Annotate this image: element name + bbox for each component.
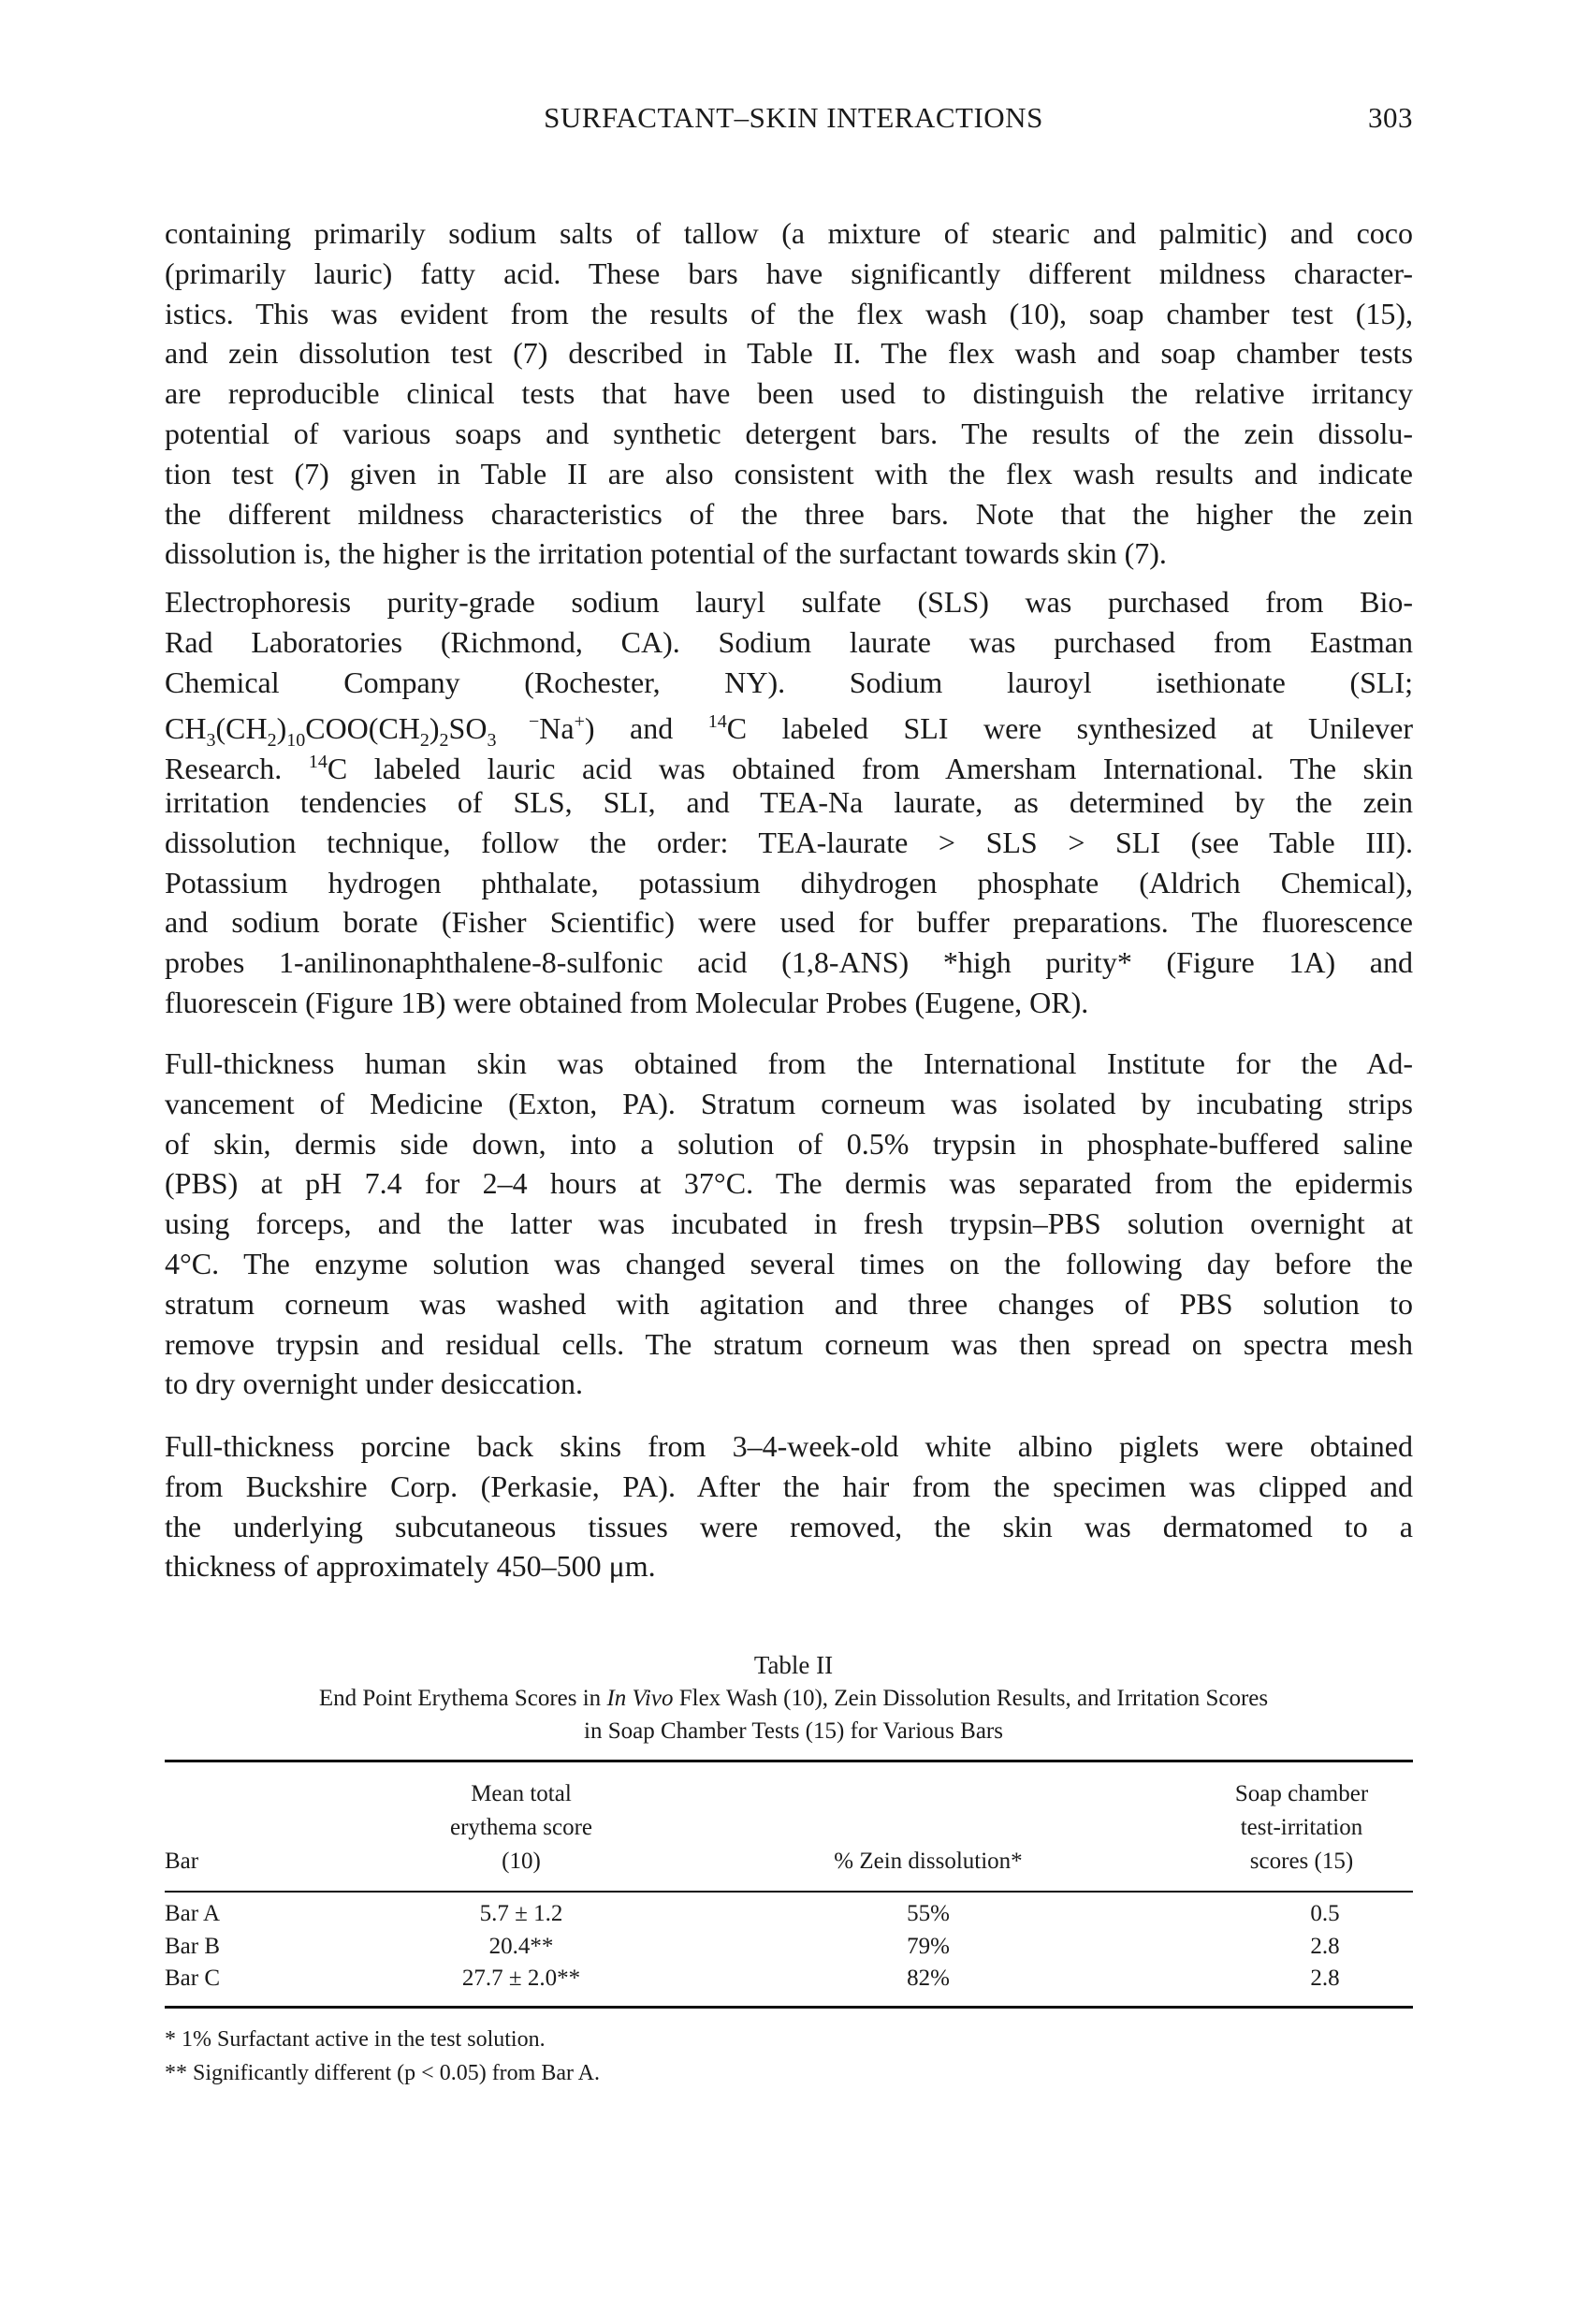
table-cell-soap: 0.5 (1310, 1901, 1340, 1926)
table-label: Table II (753, 1651, 834, 1679)
table-caption-line2: in Soap Chamber Tests (15) for Various Bars (584, 1718, 1003, 1744)
text-line: Chemical Company (Rochester, NY). Sodium lauroyl isethionate (SLI; (165, 665, 1413, 699)
table-cell-bar: Bar A (165, 1901, 221, 1926)
text-line: the different mildness characteristics of the three bars. Note that the higher the zein (165, 496, 1413, 531)
header-soap (1185, 1780, 1419, 1876)
table-cell-mean: 27.7 ± 2.0** (461, 1966, 581, 1991)
text-line: and sodium borate (Fisher Scientific) were used for buffer preparations. The fluorescence (165, 905, 1413, 940)
table-cell-mean: 5.7 ± 1.2 (479, 1901, 563, 1926)
text-line: (primarily lauric) fatty acid. These bars have significantly different mildness character- (165, 256, 1413, 290)
footnote: * 1% Surfactant active in the test solution. (165, 2027, 546, 2052)
text-line: fluorescein (Figure 1B) were obtained from Molecular Probes (Eugene, OR). (165, 985, 1089, 1019)
table-header-rule (165, 1891, 1413, 1893)
text-line: irritation tendencies of SLS, SLI, and TEA-Na laurate, as determined by the zein (165, 784, 1413, 819)
header-soap-line: Soap chamber (1234, 1781, 1369, 1806)
header-soap-line: scores (15) (1249, 1849, 1354, 1874)
text-line: using forceps, and the latter was incubated in fresh trypsin–PBS solution overnight at (165, 1206, 1413, 1241)
header-bar: Bar (165, 1849, 199, 1874)
text-line: dissolution is, the higher is the irritation potential of the surfactant towards skin (7). (165, 536, 1167, 571)
text-line (165, 702, 1414, 752)
text-line: dissolution technique, follow the order: TEA-laurate > SLS > SLI (see Table III). (165, 825, 1413, 859)
text-line: istics. This was evident from the results of the flex wash (10), soap chamber test (15), (165, 296, 1413, 330)
text-line: of skin, dermis side down, into a solution of 0.5% trypsin in phosphate-buffered saline (165, 1126, 1413, 1161)
caption-part: End Point Erythema Scores in (318, 1686, 607, 1711)
text-line: remove trypsin and residual cells. The stratum corneum was then spread on spectra mesh (165, 1326, 1413, 1361)
text-segment: CH (165, 711, 207, 746)
text-line: (PBS) at pH 7.4 for 2–4 hours at 37°C. The dermis was separated from the epidermis (165, 1166, 1413, 1201)
text-segment: Research. (165, 752, 309, 786)
text-line: potential of various soaps and synthetic detergent bars. The results of the zein dissolu- (165, 416, 1413, 450)
text-segment: SO (448, 711, 488, 746)
text-line: from Buckshire Corp. (Perkasie, PA). After the hair from the specimen was clipped and (165, 1469, 1413, 1503)
text-line: Rad Laboratories (Richmond, CA). Sodium laurate was purchased from Eastman (165, 624, 1413, 659)
text-line: Potassium hydrogen phthalate, potassium dihydrogen phosphate (Aldrich Chemical), (165, 865, 1413, 899)
table-cell-zein: 82% (907, 1966, 950, 1991)
page-number: 303 (1368, 101, 1413, 134)
text-segment: COO(CH (305, 711, 420, 746)
text-line (165, 742, 1414, 786)
subscript: 10 (286, 730, 306, 752)
text-line: to dry overnight under desiccation. (165, 1367, 583, 1401)
table-cell-zein: 55% (907, 1901, 950, 1926)
table-caption (0, 1685, 1587, 1713)
supscript: 14 (308, 752, 328, 773)
header-zein: % Zein dissolution* (834, 1849, 1023, 1874)
text-line: Electrophoresis purity-grade sodium lauryl sulfate (SLS) was purchased from Bio- (165, 585, 1413, 619)
paragraph (165, 582, 1413, 1023)
text-line: 4°C. The enzyme solution was changed several times on the following day before the (165, 1246, 1413, 1280)
table-bottom-rule (165, 2006, 1413, 2009)
table-cell-soap: 2.8 (1310, 1934, 1340, 1959)
text-line: the underlying subcutaneous tissues were removed, the skin was dermatomed to a (165, 1509, 1413, 1543)
running-head: SURFACTANT–SKIN INTERACTIONS (544, 101, 1043, 134)
text-line: containing primarily sodium salts of tallow (a mixture of stearic and palmitic) and coco (165, 216, 1413, 250)
paragraph (165, 1426, 1413, 1586)
text-segment: ) and (584, 711, 708, 746)
subscript: 3 (206, 730, 216, 752)
supscript: − (496, 711, 540, 733)
paragraph (165, 213, 1413, 574)
text-line: stratum corneum was washed with agitation and three changes of PBS solution to (165, 1286, 1413, 1321)
text-line: probes 1-anilinonaphthalene-8-sulfonic acid (1,8-ANS) *high purity* (Figure 1A) and (165, 945, 1413, 980)
supscript: + (574, 711, 585, 733)
text-segment: C labeled lauric acid was obtained from Amersham International. The skin (327, 752, 1414, 786)
header-mean (381, 1780, 662, 1876)
subscript: 2 (419, 730, 430, 752)
text-segment: C labeled SLI were synthesized at Unilever (726, 711, 1414, 746)
table-cell-mean: 20.4** (488, 1934, 554, 1959)
table-cell-zein: 79% (907, 1934, 950, 1959)
caption-italic: In Vivo (606, 1686, 674, 1711)
text-line: are reproducible clinical tests that have been used to distinguish the relative irritancy (165, 376, 1413, 411)
subscript: 3 (487, 730, 497, 752)
text-line: tion test (7) given in Table II are also consistent with the flex wash results and indicate (165, 456, 1413, 490)
footnote: ** Significantly different (p < 0.05) from Bar A. (165, 2061, 600, 2085)
paragraph (165, 1044, 1413, 1404)
header-mean-line: Mean total (471, 1781, 572, 1806)
table-top-rule (165, 1760, 1413, 1762)
text-line: Full-thickness porcine back skins from 3–4-week-old white albino piglets were obtained (165, 1429, 1413, 1463)
header-mean-line: erythema score (449, 1815, 592, 1840)
caption-part: Flex Wash (10), Zein Dissolution Results, and Irritation Scores (673, 1686, 1269, 1711)
header-soap-line: test-irritation (1240, 1815, 1363, 1840)
text-segment: Na (539, 711, 575, 746)
header-mean-line: (10) (502, 1849, 541, 1874)
text-line: thickness of approximately 450–500 μm. (165, 1549, 656, 1584)
subscript: 2 (267, 730, 277, 752)
text-line: vancement of Medicine (Exton, PA). Stratum corneum was isolated by incubating strips (165, 1086, 1413, 1120)
text-line: Full-thickness human skin was obtained from the International Institute for the Ad- (165, 1046, 1413, 1080)
text-segment: ) (429, 711, 440, 746)
supscript: 14 (707, 711, 727, 733)
table-cell-soap: 2.8 (1310, 1966, 1340, 1991)
table-cell-bar: Bar C (165, 1966, 221, 1991)
text-segment: (CH (215, 711, 268, 746)
text-line: and zein dissolution test (7) described in Table II. The flex wash and soap chamber tests (165, 336, 1413, 371)
text-segment: ) (276, 711, 287, 746)
subscript: 2 (439, 730, 449, 752)
table-cell-bar: Bar B (165, 1934, 221, 1959)
